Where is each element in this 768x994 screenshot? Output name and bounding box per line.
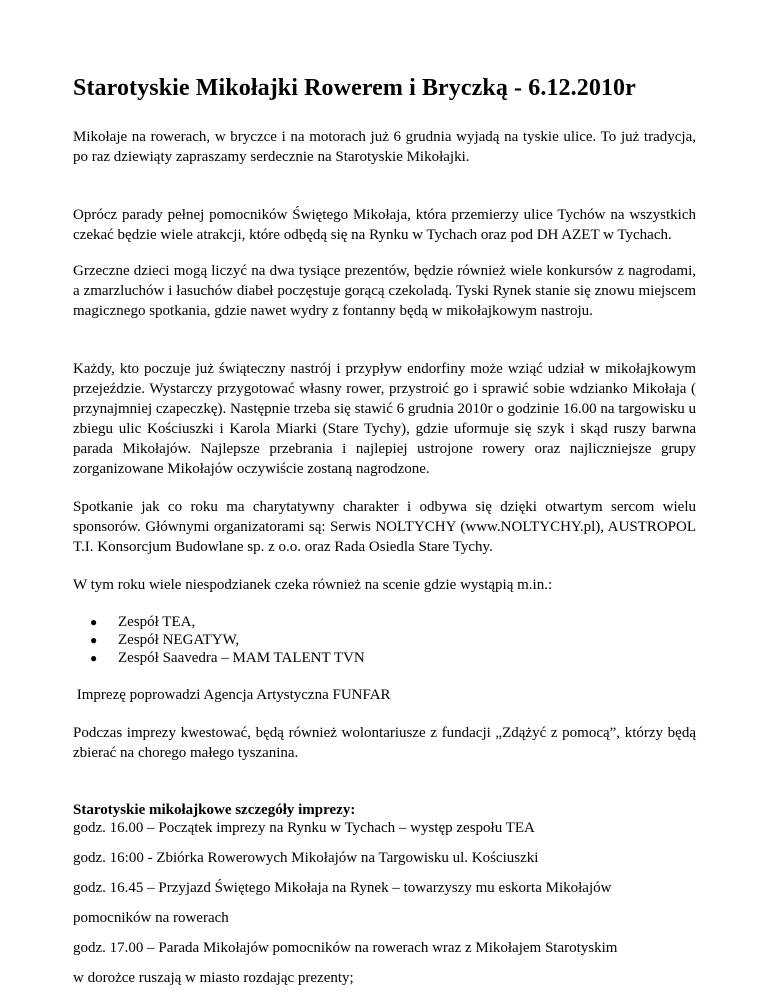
paragraph-host: Imprezę poprowadzi Agencja Artystyczna FUNFAR [73,687,391,703]
paragraph-participation: Każdy, kto poczuje już świąteczny nastrój i przypływ endorfiny może wziąć udział w mikołajkowym przejeździe. Wystarczy przygotować własny rower, przystroić go i sprawić sobie wdzianko Mikołaja ( przynajmniej czapeczkę). Następnie trzeba się stawić 6 grudnia 2010r o godzinie 16.00 na targowisku u zbiegu ulic Kościuszki i Karola Miarki (Stare Tychy), gdzie uformuje się szyk i skąd ruszy barwna parada Mikołajów. Najlepsze przebrania i najlepiej ustrojone rowery oraz najliczniejsze grupy zorganizowane Mikołajów oczywiście zostaną nagrodzone. [73,361,696,477]
performer-name: Zespół Saavedra – MAM TALENT TVN [118,650,365,666]
schedule-line: godz. 16:00 - Zbiórka Rowerowych Mikołajów na Targowisku ul. Kościuszki [73,850,539,866]
performers-list [73,613,696,667]
schedule-line: godz. 17.00 – Parada Mikołajów pomocników na rowerach wraz z Mikołajem Starotyskim [73,940,618,956]
bullet-icon: ● [90,651,98,665]
schedule-line: godz. 16.45 – Przyjazd Świętego Mikołaja na Rynek – towarzyszy mu eskorta Mikołajów [73,880,612,896]
list-item [90,613,696,631]
bullet-icon: ● [90,615,98,629]
list-item [90,649,696,667]
paragraph-intro: Mikołaje na rowerach, w bryczce i na motorach już 6 grudnia wyjadą na tyskie ulice. To już tradycja, po raz dziewiąty zapraszamy serdecznie na Starotyskie Mikołajki. [73,129,696,165]
paragraph-stage-intro: W tym roku wiele niespodzianek czeka również na scenie gdzie wystąpią m.in.: [73,577,553,593]
schedule-heading: Starotyskie mikołajkowe szczegóły imprezy: [73,802,356,818]
schedule-line: godz. 16.00 – Początek imprezy na Rynku w Tychach – występ zespołu TEA [73,820,535,836]
bullet-icon: ● [90,633,98,647]
paragraph-gifts: Grzeczne dzieci mogą liczyć na dwa tysiące prezentów, będzie również wiele konkursów z nagrodami, a zmarzluchów i łasuchów diabeł poczęstuje gorącą czekoladą. Tyski Rynek stanie się znowu miejscem magicznego spotkania, gdzie nawet wydry z fontanny będą w mikołajkowym nastroju. [73,263,696,319]
schedule-line: pomocników na rowerach [73,910,229,926]
performer-name: Zespół NEGATYW, [118,632,240,648]
paragraph-sponsors: Spotkanie jak co roku ma charytatywny charakter i odbywa się dzięki otwartym sercom wielu sponsorów. Głównymi organizatorami są: Serwis NOLTYCHY (www.NOLTYCHY.pl), AUSTROPOL T.I. Konsorcjum Budowlane sp. z o.o. oraz Rada Osiedla Stare Tychy. [73,499,696,555]
paragraph-volunteers: Podczas imprezy kwestować, będą również wolontariusze z fundacji „Zdążyć z pomocą”, którzy będą zbierać na chorego małego tyszanina. [73,725,696,761]
list-item [90,631,696,649]
page-title: Starotyskie Mikołajki Rowerem i Bryczką - 6.12.2010r [73,75,636,101]
performer-name: Zespół TEA, [118,614,196,630]
schedule-line: w dorożce ruszają w miasto rozdając prezenty; [73,970,354,986]
paragraph-parade: Oprócz parady pełnej pomocników Świętego Mikołaja, która przemierzy ulice Tychów na wszystkich czekać będzie wiele atrakcji, które odbędą się na Rynku w Tychach oraz pod DH AZET w Tychach. [73,207,696,243]
